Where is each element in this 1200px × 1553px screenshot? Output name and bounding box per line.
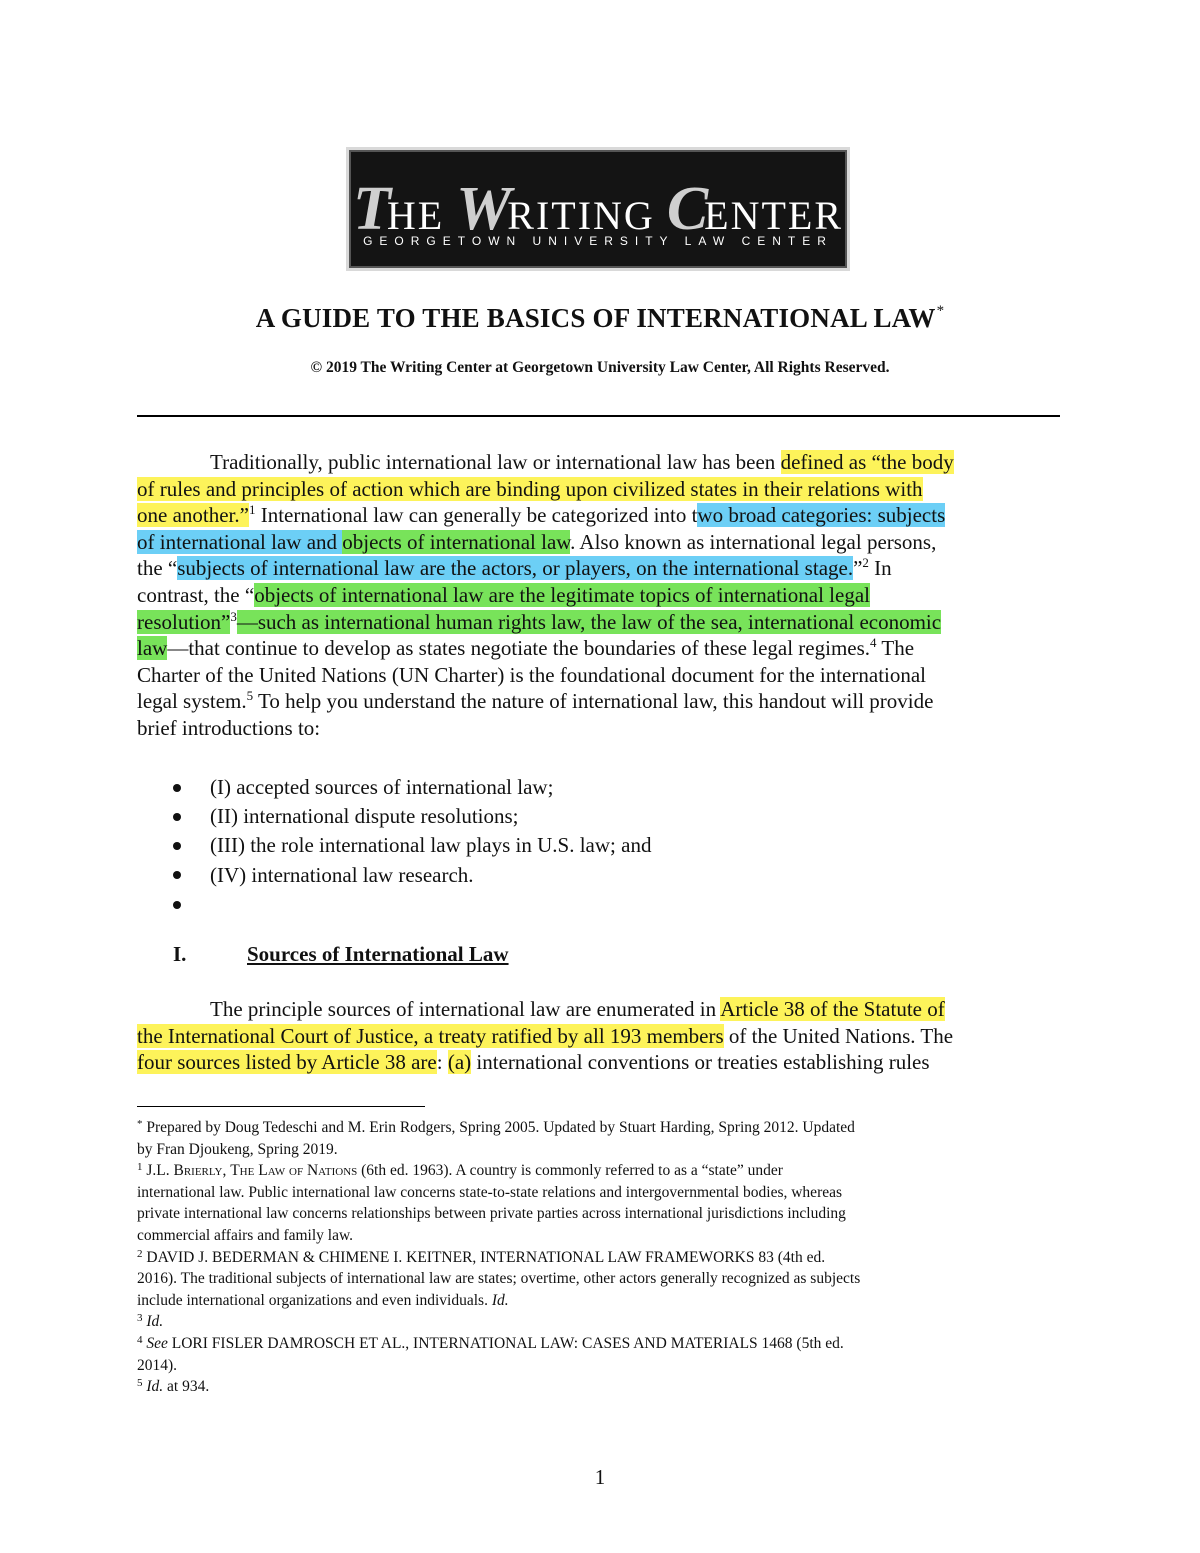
footnotes [137, 1117, 1067, 1398]
footnote-ref[interactable]: 2 [862, 555, 869, 571]
logo-wordmark: THE WRITING CENTER [352, 175, 844, 243]
footnote-4: $^4$ See LORI FISLER DAMROSCH ET AL., INTERNATIONAL LAW: CASES AND MATERIALS 1468 (5th ed. [137, 1333, 844, 1352]
bullet-icon [173, 784, 181, 792]
footnote-2: include international organizations and even individuals. Id. [137, 1291, 509, 1309]
intro-paragraph [137, 449, 1067, 742]
para1-line: Charter of the United Nations (UN Charter) is the foundational document for the international [137, 662, 927, 687]
footnote-ref[interactable]: 1 [248, 502, 256, 518]
footnote-separator [137, 1106, 425, 1107]
footnote-star: by Fran Djoukeng, Spring 2019. [137, 1140, 338, 1158]
para1-line: contrast, the “objects of international law are the legitimate topics of international legal [137, 582, 870, 607]
footnote-5: $^5$ Id. at 934. [137, 1377, 210, 1396]
list-item: (IV) international law research. [137, 861, 651, 890]
para1-line: brief introductions to: [137, 715, 321, 740]
section-title: Sources of International Law [247, 942, 509, 966]
section-heading [173, 942, 509, 967]
para1-line: of international law and objects of international law. Also known as international legal persons, [137, 529, 937, 554]
footnote-ref[interactable]: 4 [870, 635, 877, 651]
footnote-3: $^3$ Id. [137, 1312, 164, 1331]
title-footnote-mark: * [936, 303, 945, 319]
list-item: (II) international dispute resolutions; [137, 802, 651, 831]
footnote-star: * Prepared by Doug Tedeschi and M. Erin Rodgers, Spring 2005. Updated by Stuart Harding, Spring 2012. Updated [137, 1118, 855, 1136]
footnote-1: commercial affairs and family law. [137, 1226, 354, 1244]
writing-center-logo [349, 150, 847, 268]
footnote-4: 2014). [137, 1356, 178, 1374]
bullet-icon [173, 813, 181, 821]
bullet-icon [173, 842, 181, 850]
header-rule [137, 415, 1060, 417]
footnote-ref[interactable]: 3 [230, 608, 237, 624]
topics-bullet-list [137, 773, 651, 919]
para1-line: law—that continue to develop as states negotiate the boundaries of these legal regimes.$^4$ The [137, 635, 915, 661]
para1-line: resolution”$^3$—such as international human rights law, the law of the sea, international economic [137, 608, 942, 634]
list-item: (I) accepted sources of international law; [137, 773, 651, 802]
para2-line: four sources listed by Article 38 are: (a) international conventions or treaties establishing rules [137, 1050, 930, 1075]
list-item [137, 890, 651, 919]
document-title: A GUIDE TO THE BASICS OF INTERNATIONAL LAW* [255, 303, 945, 333]
page-number: 1 [594, 1465, 606, 1489]
copyright-notice: © 2019 The Writing Center at Georgetown University Law Center, All Rights Reserved. [310, 359, 890, 376]
footnote-2: $^2$ DAVID J. BEDERMAN & CHIMENE I. KEITNER, INTERNATIONAL LAW FRAMEWORKS 83 (4th ed. [137, 1247, 826, 1266]
footnote-1: international law. Public international law concerns state-to-state relations and intergovernmental bodies, whereas [137, 1183, 843, 1201]
footnote-ref[interactable]: 5 [246, 688, 254, 704]
para2-line: the International Court of Justice, a treaty ratified by all 193 members of the United Nations. The [137, 1023, 954, 1048]
footnote-2: 2016). The traditional subjects of international law are states; overtime, other actors generally recognized as subjects [137, 1270, 861, 1288]
logo-subtitle: GEORGETOWN UNIVERSITY LAW CENTER [363, 234, 833, 248]
bullet-icon [173, 901, 181, 909]
bullet-icon [173, 871, 181, 879]
para1-line: Traditionally, public international law or international law has been defined as “the body [210, 450, 954, 474]
para1-line: legal system.$^5$ To help you understand the nature of international law, this handout will provide [137, 688, 934, 714]
footnote-1: $^1$ J.L. Brierly, The Law of Nations (6th ed. 1963). A country is commonly referred to as a “state” under [137, 1161, 783, 1180]
list-item: (III) the role international law plays in U.S. law; and [137, 831, 651, 860]
para2-line: The principle sources of international law are enumerated in Article 38 of the Statute of [210, 997, 945, 1021]
para1-line: of rules and principles of action which are binding upon civilized states in their relations with [137, 476, 923, 501]
section-number: I. [173, 942, 187, 966]
para1-line: the “subjects of international law are the actors, or players, on the international stage.”$^2$ In [137, 555, 892, 581]
para1-line: one another.”$^1$ International law can generally be categorized into two broad categories: subjects [137, 502, 946, 528]
sources-paragraph [137, 996, 1067, 1076]
footnote-1: private international law concerns relationships between private parties across international jurisdictions including [137, 1205, 846, 1223]
